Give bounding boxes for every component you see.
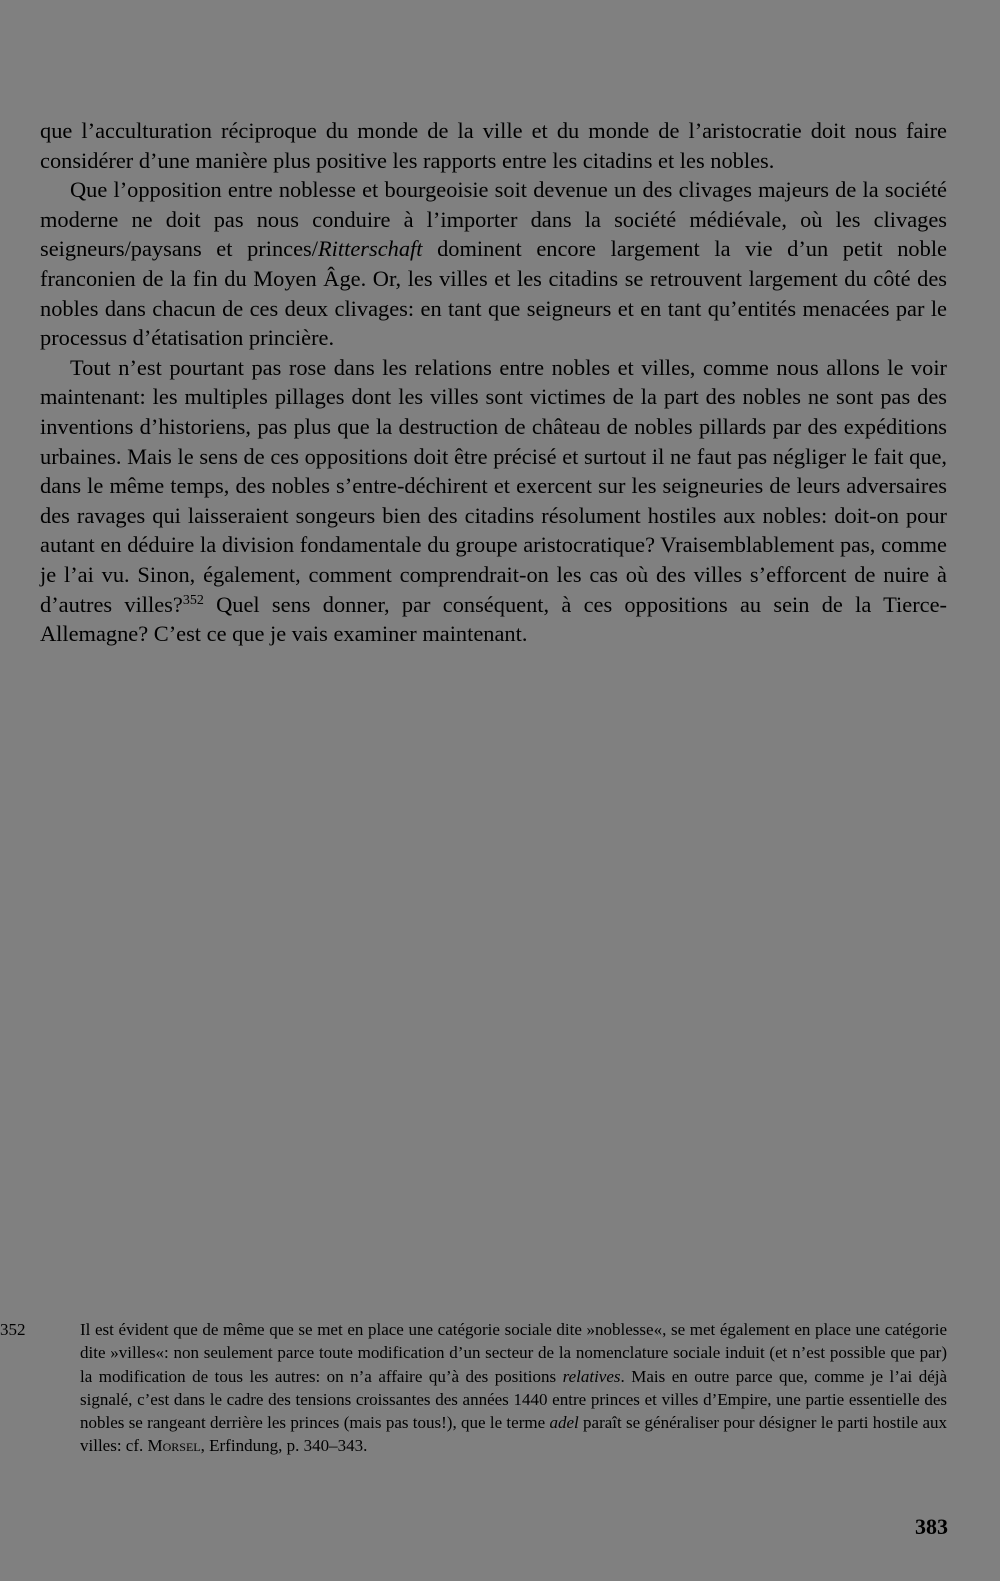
text-segment: paraît se généraliser pour désigner le parti hostile aux villes: cf. — [80, 1413, 947, 1456]
footnote — [0, 1318, 948, 1458]
page-number: 383 — [915, 1514, 948, 1539]
main-text — [40, 116, 947, 649]
text-segment: dominent encore largement la vie d’un petit noble franconien de la fin du Moyen Âge. Or, les villes et les citadins se retrouvent largement du côté des nobles dans chacun de ces deux clivages: en tant que seigneurs et en tant qu’entités menacées par le processus d’étatisation princière. — [40, 236, 947, 351]
text-segment: Tout n’est pourtant pas rose dans les relations entre nobles et villes, comme nous allons le voir maintenant: les multiples pillages dont les villes sont victimes de la part des nobles ne sont pas des inventions d’historiens, pas plus que la destruction de château de nobles pillards par des expéditions urbaines. Mais le sens de ces oppositions doit être précisé et surtout il ne faut pas négliger le fait que, dans le même temps, des nobles s’entre-déchirent et exercent sur les seigneuries de leurs adversaires des ravages qui laisseraient songeurs bien des citadins résolument hostiles aux nobles: doit-on pour autant en déduire la division fondamentale du groupe aristocratique? Vraisemblablement pas, comme je l’ai vu. Sinon, également, comment comprendrait-on les cas où des villes s’efforcent de nuire à d’autres villes? — [40, 354, 947, 617]
italic-text: adel — [549, 1413, 579, 1433]
text-segment: Il est évident que de même que se met en place une catégorie sociale dite »noblesse«, se met également en place une catégorie dite »villes«: non seulement parce toute modification d’un secteur de la nomenclature sociale induit (et n’est possible que par) la modification de tous les autres: on n’a affaire qu’à des positions — [80, 1320, 947, 1386]
italic-text: Ritterschaft — [317, 236, 423, 262]
author-name: Morsel — [147, 1436, 201, 1456]
paragraph — [40, 175, 947, 353]
text-segment: Que l’opposition entre noblesse et bourgeoisie soit devenue un des clivages majeurs de la société moderne ne doit pas nous conduire à l’importer dans la société médiévale, où les clivages seigneurs/paysans et princes/ — [40, 177, 947, 262]
footnote-352 — [0, 1318, 948, 1458]
footnote-reference: 352 — [182, 592, 204, 608]
italic-text: relatives — [562, 1366, 621, 1386]
footnote-number: 352 — [0, 1320, 26, 1339]
text-segment: . Mais en outre parce que, comme je l’ai déjà signalé, c’est dans le cadre des tensions croissantes des années 1440 entre princes et villes d’Empire, une partie essentielle des nobles se rangeant derrière les princes (mais pas tous!), que le terme — [80, 1366, 948, 1433]
text-segment: que l’acculturation réciproque du monde de la ville et du monde de l’aristocratie doit nous faire considérer d’une manière plus positive les rapports entre les citadins et les nobles. — [40, 118, 947, 173]
paragraph — [40, 116, 947, 175]
paragraph — [40, 353, 947, 649]
footnote-text — [80, 1320, 947, 1455]
text-segment: , Erfindung, p. 340–343. — [200, 1436, 368, 1456]
text-segment: Quel sens donner, par conséquent, à ces oppositions au sein de la Tierce-Allemagne? C’est ce que je vais examiner maintenant. — [40, 591, 947, 647]
